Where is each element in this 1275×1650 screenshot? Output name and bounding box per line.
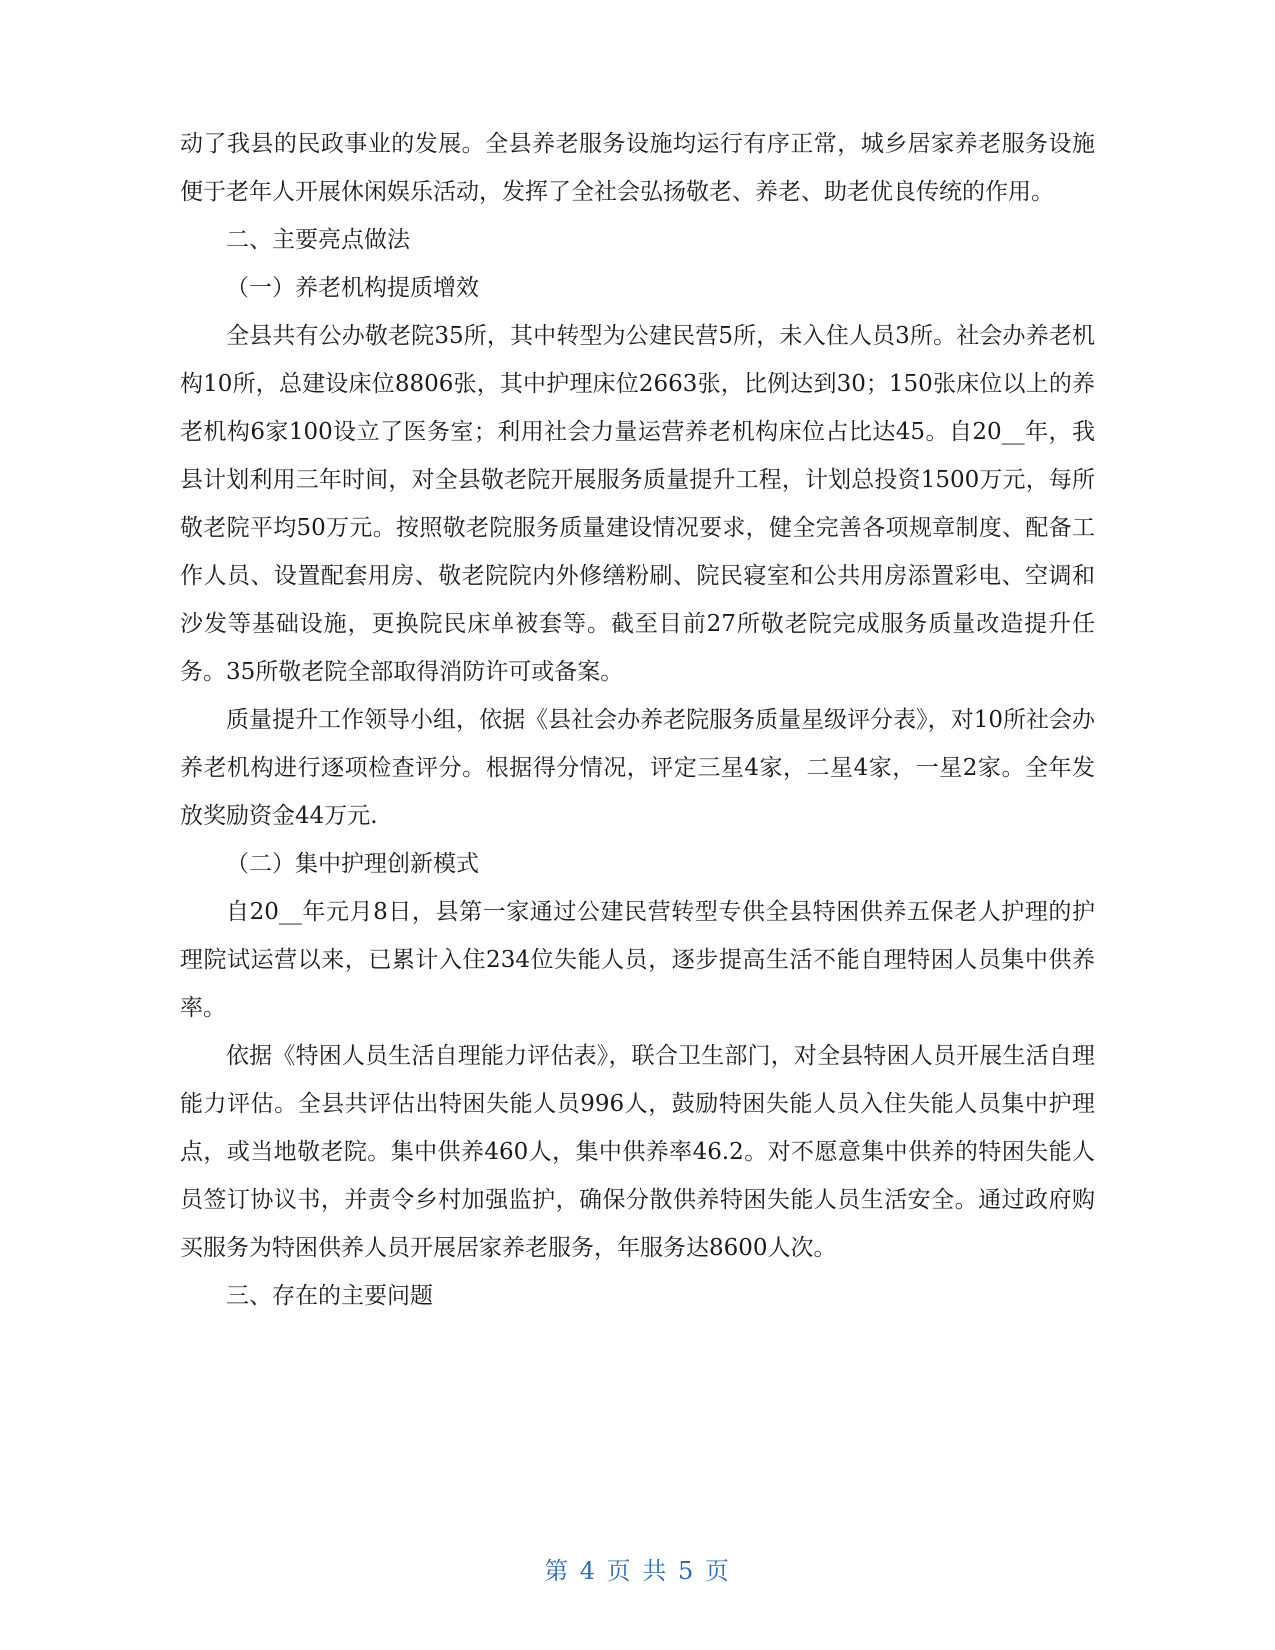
paragraph-continuation: 动了我县的民政事业的发展。全县养老服务设施均运行有序正常，城乡居家养老服务设施便于老年人开展休闲娱乐活动，发挥了全社会弘扬敬老、养老、助老优良传统的作用。 [180, 131, 1095, 205]
paragraph-care-home-trial: 自20__年元月8日，县第一家通过公建民营转型专供全县特困供养五保老人护理的护理院试运营以来，已累计入住234位失能人员，逐步提高生活不能自理特困人员集中供养率。 [180, 899, 1095, 1021]
document-body [180, 120, 1095, 1320]
page-footer [0, 1551, 1275, 1586]
section-heading-highlights: 二、主要亮点做法 [226, 227, 410, 253]
subheading-institution-quality: （一）养老机构提质增效 [226, 275, 479, 301]
subheading-centralized-care: （二）集中护理创新模式 [226, 851, 479, 877]
section-heading-problems: 三、存在的主要问题 [226, 1283, 433, 1309]
paragraph-star-rating: 质量提升工作领导小组，依据《县社会办养老院服务质量星级评分表》，对10所社会办养老机构进行逐项检查评分。根据得分情况，评定三星4家，二星4家，一星2家。全年发放奖励资金44万元. [180, 707, 1095, 829]
paragraph-nursing-homes: 全县共有公办敬老院35所，其中转型为公建民营5所，未入住人员3所。社会办养老机构10所，总建设床位8806张，其中护理床位2663张，比例达到30；150张床位以上的养老机构6家100设立了医务室；利用社会力量运营养老机构床位占比达45。自20__年，我县计划利用三年时间，对全县敬老院开展服务质量提升工程，计划总投资1500万元，每所敬老院平均50万元。按照敬老院服务质量建设情况要求，健全完善各项规章制度、配备工作人员、设置配套用房、敬老院院内外修缮粉刷、院民寝室和公共用房添置彩电、空调和沙发等基础设施，更换院民床单被套等。截至目前27所敬老院完成服务质量改造提升任务。35所敬老院全部取得消防许可或备案。 [180, 323, 1095, 685]
paragraph-self-care-assessment: 依据《特困人员生活自理能力评估表》，联合卫生部门，对全县特困人员开展生活自理能力评估。全县共评估出特困失能人员996人，鼓励特困失能人员入住失能人员集中护理点，或当地敬老院。集中供养460人，集中供养率46.2。对不愿意集中供养的特困失能人员签订协议书，并责令乡村加强监护，确保分散供养特困失能人员生活安全。通过政府购买服务为特困供养人员开展居家养老服务，年服务达8600人次。 [180, 1043, 1095, 1261]
page-number-label: 第 4 页 共 5 页 [544, 1557, 731, 1585]
